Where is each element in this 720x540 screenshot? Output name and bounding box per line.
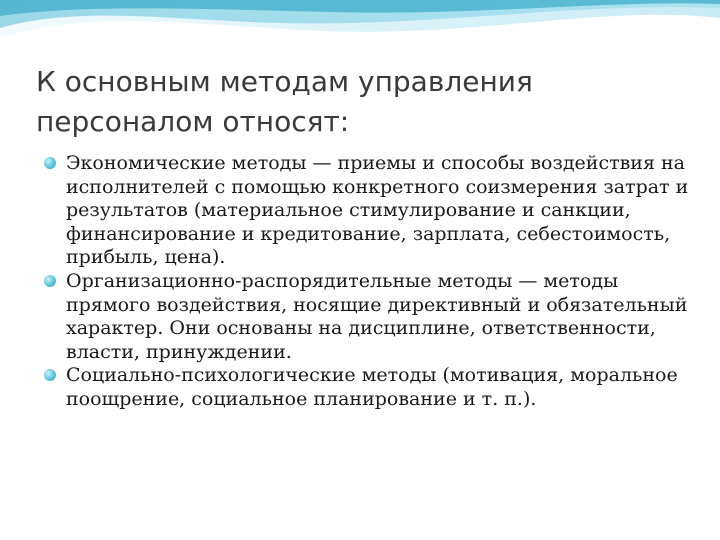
bullet-text: Экономические методы — приемы и способы воздействия на исполнителей с помощью конкретного соизмерения затрат и результатов (материальное стимулирование и санкции, финансирование и кредитование, зарплата, себестоимость, прибыль, цена). <box>66 152 689 269</box>
slide-title: К основным методам управления персоналом относят: <box>36 65 533 138</box>
bullet-item-socio-psychological-methods <box>44 364 694 411</box>
bullet-item-economic-methods <box>44 152 694 270</box>
circle-bullet-icon <box>44 275 56 287</box>
header-wave-decoration <box>0 0 720 60</box>
circle-bullet-icon <box>44 369 56 381</box>
bullet-text: Организационно-распорядительные методы — методы прямого воздействия, носящие директивный и обязательный характер. Они основаны на дисциплине, ответственности, власти, принуждении. <box>66 269 688 363</box>
bullet-list <box>44 152 694 412</box>
bullet-text: Социально-психологические методы (мотивация, моральное поощрение, социальное планирование и т. п.). <box>66 364 678 410</box>
circle-bullet-icon <box>44 157 56 169</box>
bullet-item-organizational-methods <box>44 270 694 364</box>
